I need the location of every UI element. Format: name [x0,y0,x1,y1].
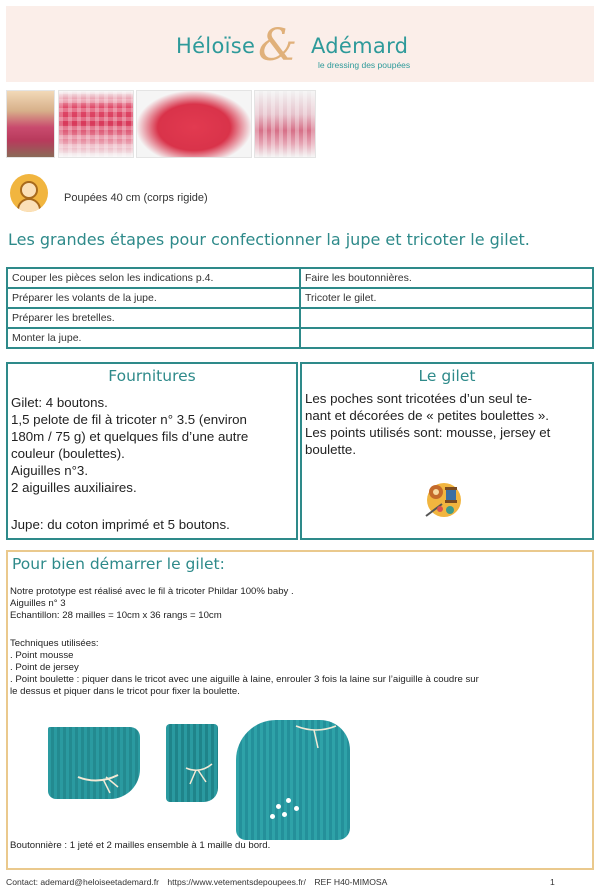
start-section [6,550,594,870]
steps-row [7,268,593,288]
brand-tagline: le dressing des poupées [318,60,411,70]
steps-table [6,267,594,349]
start-line: . Point boulette : piquer dans le tricot avec une aiguille à laine, enrouler 3 fois la laine sur l’aiguille à coudre sur [10,674,479,685]
photo-outfit [58,90,134,158]
photo-skirt [254,90,316,158]
fournitures-line: 1,5 pelote de fil à tricoter n° 3.5 (environ [11,412,247,427]
gilet-title: Le gilet [418,367,476,385]
footer-ref: REF H40-MIMOSA [314,877,388,887]
gilet-line: Les poches sont tricotées d’un seul te- [305,391,532,406]
steps-row [7,288,593,308]
step-cell: Monter la jupe. [7,328,300,348]
brand-ampersand: & [258,20,298,71]
fournitures-box [6,362,298,540]
photo-doll [6,90,55,158]
brand-name-right: Adémard [311,34,409,58]
step-cell: Faire les boutonnières. [300,268,593,288]
start-line: . Point mousse [10,650,74,661]
start-line: Echantillon: 28 mailles = 10cm x 36 rangs = 10cm [10,610,222,621]
start-line: Techniques utilisées: [10,638,99,649]
start-title: Pour bien démarrer le gilet: [12,555,225,573]
gilet-box [300,362,594,540]
step-cell: Couper les pièces selon les indications p.4. [7,268,300,288]
fournitures-line: 2 aiguilles auxiliaires. [11,480,137,495]
sewing-kit-icon [420,476,464,520]
step-cell [300,328,593,348]
steps-row [7,328,593,348]
step-cell [300,308,593,328]
main-heading: Les grandes étapes pour confectionner la jupe et tricoter le gilet. [8,230,530,249]
footer-contact: Contact: ademard@heloiseetademard.fr [6,877,159,887]
step-cell: Préparer les volants de la jupe. [7,288,300,308]
fournitures-line: Aiguilles n°3. [11,463,89,478]
page-number: 1 [550,877,555,887]
start-line: le dessus et piquer dans le tricot pour fixer la boulette. [10,686,240,697]
doll-size-label: Poupées 40 cm (corps rigide) [64,192,208,204]
fournitures-line: Jupe: du coton imprimé et 5 boutons. [11,517,230,532]
footer-url[interactable]: https://www.vetementsdepoupees.fr/ [167,877,306,887]
gilet-line: Les points utilisés sont: mousse, jersey et [305,425,551,440]
brand-name-left: Héloïse [176,34,256,58]
photo-cardigan [136,90,252,158]
photo-knit-band [166,724,218,802]
photo-knit-sleeve [48,727,140,799]
steps-row [7,308,593,328]
fournitures-title: Fournitures [108,367,196,385]
photo-knit-pocket [236,720,350,840]
gilet-description [305,390,591,458]
doll-icon [10,174,48,212]
buttonhole-caption: Boutonnière : 1 jeté et 2 mailles ensemble à 1 maille du bord. [10,840,271,851]
step-cell: Préparer les bretelles. [7,308,300,328]
footer [6,877,594,887]
gilet-line: nant et décorées de « petites boulettes ». [305,408,549,423]
fournitures-line: Gilet: 4 boutons. [11,395,108,410]
fournitures-line: couleur (boulettes). [11,446,125,461]
header-banner [6,6,594,82]
step-cell: Tricoter le gilet. [300,288,593,308]
start-line: . Point de jersey [10,662,79,673]
gilet-line: boulette. [305,442,357,457]
start-line: Aiguilles n° 3 [10,598,66,609]
fournitures-line: 180m / 75 g) et quelques fils d’une autre [11,429,249,444]
start-line: Notre prototype est réalisé avec le fil à tricoter Phildar 100% baby . [10,586,294,597]
